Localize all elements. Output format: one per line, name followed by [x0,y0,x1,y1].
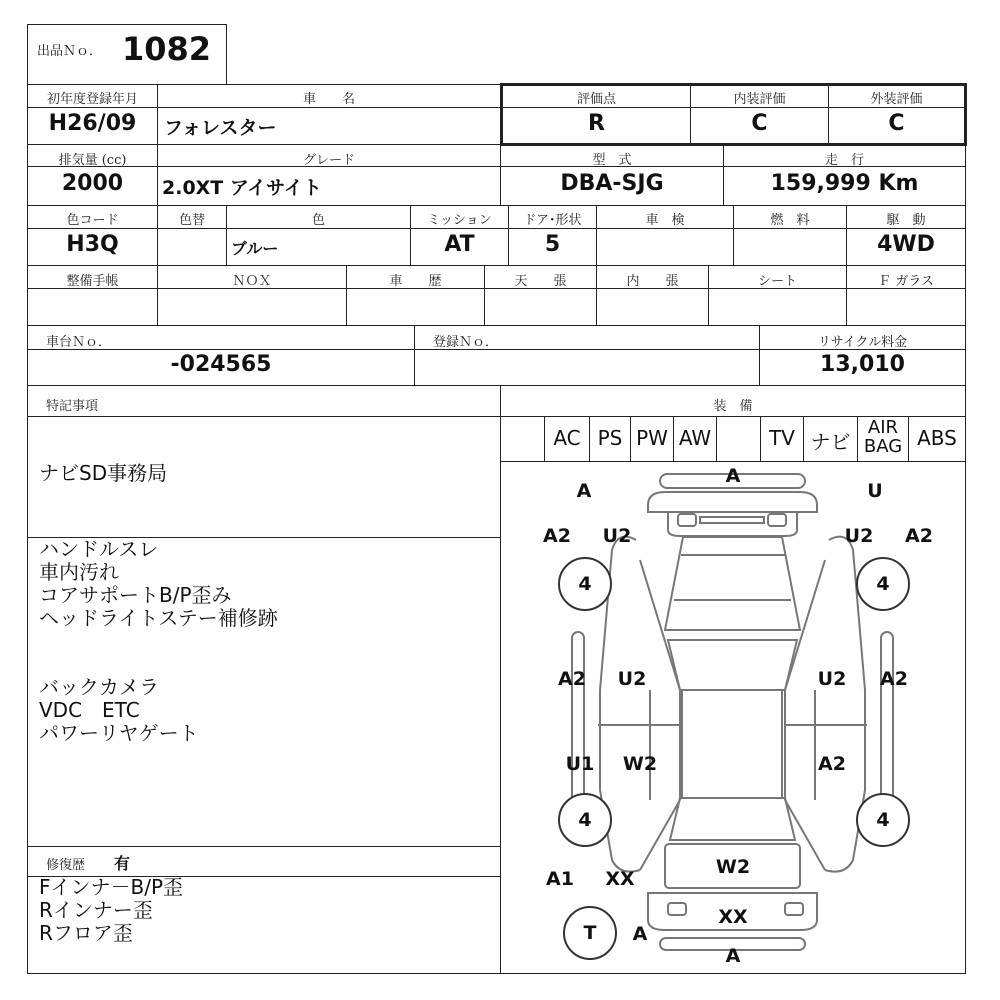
service-book-label: 整備手帳 [66,274,119,289]
mileage-value: 159,999 Km [770,171,919,196]
equip-ps: PS [597,426,623,450]
lot-number: 1082 [122,30,212,68]
equip-abs: ABS [917,426,957,450]
mark-fr-fender-inner: U2 [844,525,874,547]
displacement-value: 2000 [61,171,124,196]
color-value: ブルー [231,239,279,258]
mark-front-left: A [576,480,592,502]
mark-fl-door-outer: A2 [558,668,586,690]
mark-fl-door-inner: U2 [617,668,647,690]
inspection-label: 車 検 [645,213,685,228]
mark-rear-left: A [632,923,648,945]
mark-rl-quarter-outer: A1 [546,868,574,890]
car-name-value: フォレスター [164,117,277,139]
front-glass-label: Ｆ ガラス [878,274,934,289]
recolor-label: 色替 [178,213,205,228]
model-value: DBA-SJG [560,171,664,196]
mission-label: ミッション [427,213,492,228]
headliner-label: 天 張 [514,274,567,289]
repair-details: Fインナ－B/P歪 Rインナー歪 Rフロア歪 [39,875,184,945]
displacement-label: 排気量 (cc) [58,153,127,168]
mission-value: AT [444,232,475,257]
tire-rear-left: 4 [558,793,612,847]
mark-fr-door-outer: A2 [880,668,908,690]
score-value: R [588,111,605,136]
lot-label: 出品Ｎｏ． [37,44,103,59]
mark-rl-door-outer: U1 [565,753,595,775]
mark-front-right: U [867,480,883,502]
exterior-grade-value: C [888,111,905,136]
interior-trim-label: 内 張 [626,274,679,289]
nox-label: ＮＯＸ [232,274,272,289]
mark-rear-bumper: XX [718,906,748,928]
mark-trunk: W2 [715,856,751,878]
equip-navi: ナビ [810,430,851,454]
door-label: ドア･形状 [523,213,582,228]
repair-history-value: 有 [114,854,131,873]
chassis-no-value: -024565 [170,352,272,377]
equip-ac: AC [553,426,581,450]
notes-label: 特記事項 [46,399,99,414]
interior-grade-value: C [751,111,768,136]
color-code-value: H3Q [66,232,119,257]
model-label: 型 式 [592,153,632,168]
color-label: 色 [311,213,325,228]
tire-rear-right: 4 [856,793,910,847]
notes-text-2: ハンドルスレ 車内汚れ コアサポートB/P歪み ヘッドライトステー補修跡 バックカメラ VDC ETC パワーリヤゲート [39,537,278,745]
spare-tire: T [563,906,617,960]
drive-label: 駆 動 [886,213,926,228]
interior-grade-label: 内装評価 [733,92,786,107]
tire-front-left: 4 [558,557,612,611]
equip-airbag: AIR BAG [863,417,903,457]
mark-fl-fender-inner: U2 [602,525,632,547]
notes-text-1: ナビSD事務局 [39,461,168,485]
score-label: 評価点 [576,92,616,107]
drive-value: 4WD [877,232,935,257]
mark-rl-door-inner: W2 [622,753,658,775]
mark-fr-fender-outer: A2 [905,525,933,547]
mark-bottom-rear: A [725,945,741,967]
recycle-fee-value: 13,010 [820,352,905,377]
equipment-label: 装 備 [713,399,753,414]
chassis-no-label: 車台Ｎｏ． [46,335,112,350]
recycle-fee-label: リサイクル料金 [817,335,908,350]
mark-fl-fender-outer: A2 [543,525,571,547]
equip-aw: AW [678,426,712,450]
reg-date-value: H26/09 [48,111,137,136]
reg-date-label: 初年度登録年月 [46,92,138,107]
grade-value: 2.0XT アイサイト [162,177,322,199]
grade-label: グレード [302,153,355,168]
history-label: 車 歴 [389,274,442,289]
equip-pw: PW [636,426,668,450]
mark-rl-quarter-inner: XX [605,868,635,890]
mark-rr-door: A2 [818,753,846,775]
equip-tv: TV [769,426,795,450]
door-value: 5 [544,232,561,257]
registration-no-label: 登録Ｎｏ． [433,335,499,350]
color-code-label: 色コード [66,213,119,228]
mark-top-front: A [725,465,741,487]
seat-label: シート [757,274,797,289]
fuel-label: 燃 料 [770,213,810,228]
tire-front-right: 4 [856,557,910,611]
car-name-label: 車 名 [302,92,355,107]
repair-history-label: 修復歴 [46,858,86,873]
exterior-grade-label: 外装評価 [870,92,923,107]
mileage-label: 走 行 [824,153,864,168]
mark-fr-door-inner: U2 [817,668,847,690]
